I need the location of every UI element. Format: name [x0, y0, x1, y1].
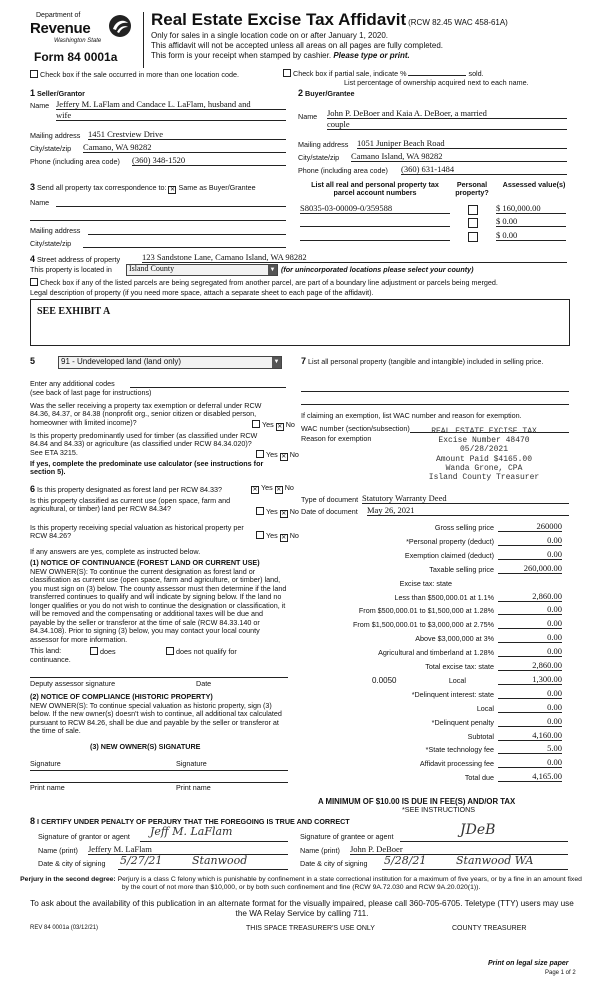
- new-owner-name-line: [30, 782, 288, 783]
- s3-name-label: Name: [30, 198, 50, 207]
- header-note-2: This affidavit will not be accepted unless all areas on all pages are fully completed.: [151, 41, 444, 50]
- forest-question-row: 6 Is this property designated as forest land per RCW 84.33?: [30, 484, 222, 494]
- swoosh-logo-icon: [108, 14, 132, 38]
- additional-codes-field[interactable]: [130, 378, 286, 388]
- form-title-ref: (RCW 82.45 WAC 458-61A): [408, 18, 508, 27]
- new-owner-sig-label-1: Signature: [30, 759, 61, 768]
- land-use-select[interactable]: [58, 356, 282, 369]
- segregated-row: Check box if any of the listed parcels are being segregated from another parcel, are part of a boundary line adjustment or parcels being merged.: [30, 278, 498, 287]
- header-note-3: This form is your receipt when stamped by cashier.: [151, 51, 332, 60]
- buyer-city-label: City/state/zip: [298, 153, 340, 162]
- seller-name-line1[interactable]: Jeffery M. LaFlam and Candace L. LaFlam, husband and: [56, 99, 286, 110]
- minimum-due-note: A MINIMUM OF $10.00 IS DUE IN FEE(S) AND/OR TAX: [318, 797, 516, 806]
- new-owner-sig-label-2: Signature: [176, 759, 207, 768]
- grantor-sig-label: Signature of grantor or agent: [38, 832, 130, 841]
- grantee-date-field[interactable]: 5/28/21: [384, 854, 427, 867]
- timber-yes-checkbox[interactable]: [256, 450, 264, 458]
- tax-row-label: Local: [476, 703, 494, 713]
- page-number: Page 1 of 2: [545, 970, 576, 976]
- tax-row-label: Agricultural and timberland at 1.28%: [378, 648, 494, 658]
- header-divider: [143, 12, 144, 68]
- forest-yes-no: ✕ Yes ✕ No: [251, 484, 294, 494]
- doc-date-label: Date of document: [301, 507, 358, 516]
- seller-mailing-label: Mailing address: [30, 131, 81, 140]
- same-as-buyer-checkbox[interactable]: [168, 186, 176, 194]
- grantee-signature: JDeB: [460, 822, 496, 838]
- partial-sale-sold: sold.: [468, 69, 484, 78]
- grantor-signature: Jeff M. LaFlam: [150, 825, 233, 838]
- seller-heading: 1 Seller/Grantor: [30, 88, 85, 98]
- s3-city-field[interactable]: [83, 238, 286, 248]
- buyer-name-label: Name: [298, 112, 318, 121]
- forest-no-checkbox[interactable]: [275, 486, 283, 494]
- wac-number-label: WAC number (section/subsection): [301, 424, 410, 433]
- doc-date-field[interactable]: May 26, 2021: [367, 505, 569, 516]
- tax-row-value[interactable]: 2,860.00: [498, 591, 562, 602]
- tax-row-value[interactable]: 0.00: [498, 604, 562, 615]
- notice1-title: (1) NOTICE OF CONTINUANCE (FOREST LAND OR CURRENT USE): [30, 558, 260, 567]
- tax-row-value[interactable]: 0.00: [498, 549, 562, 560]
- stamp-line-1: REAL ESTATE EXCISE TAX: [431, 427, 537, 436]
- buyer-mailing-field[interactable]: 1051 Juniper Beach Road: [357, 138, 567, 149]
- personal-property-field[interactable]: [301, 382, 569, 392]
- grantor-sig-line: [140, 841, 288, 842]
- tax-row-label: *Delinquent interest: state: [411, 689, 494, 699]
- timber-note: If yes, complete the predominate use calculator (see instructions for section 5).: [30, 459, 264, 477]
- grantee-sig-label: Signature of grantee or agent: [300, 832, 394, 841]
- legal-description-box[interactable]: [30, 299, 570, 346]
- personal-property-checkbox-1[interactable]: [468, 205, 478, 215]
- buyer-mailing-label: Mailing address: [298, 140, 349, 149]
- s3-mailing-label: Mailing address: [30, 226, 81, 235]
- tax-row-value[interactable]: 0.00: [498, 646, 562, 657]
- claim-exemption-label: If claiming an exemption, list WAC number and reason for exemption.: [301, 411, 522, 420]
- buyer-phone-field[interactable]: (360) 631-1484: [401, 164, 567, 175]
- tax-row-label: Above $3,000,000 at 3%: [415, 634, 494, 644]
- additional-codes-label: Enter any additional codes: [30, 379, 115, 388]
- tax-row-value[interactable]: 0.00: [498, 688, 562, 699]
- print-name-label-1: Print name: [30, 783, 65, 792]
- does-qualify-checkbox[interactable]: [90, 647, 98, 655]
- tax-row-label: From $1,500,000.01 to $3,000,000 at 2.75%: [352, 620, 494, 630]
- list-percentage-note: List percentage of ownership acquired next to each name.: [344, 78, 529, 87]
- tax-row-value[interactable]: 0.00: [498, 702, 562, 713]
- exemption-question: Was the seller receiving a property tax exemption or deferral under RCW 84.36, 84.37, or 84.38 (nonprofit org., senior citizen or disabled person, homeowner with limited income)?: [30, 401, 262, 427]
- does-not-row: does not qualify for: [166, 647, 237, 656]
- grantee-city-field[interactable]: Stanwood WA: [456, 854, 534, 867]
- logo-revenue: Revenue: [30, 20, 91, 37]
- legal-size-note: Print on legal size paper: [488, 960, 569, 967]
- dor-logo: [30, 12, 134, 46]
- partial-sale-label: Check box if partial sale, indicate %: [293, 69, 407, 78]
- seller-city-field[interactable]: Camano, WA 98282: [83, 142, 286, 153]
- tax-row-value[interactable]: 0.00: [498, 757, 562, 768]
- parcel-number-2[interactable]: [300, 216, 450, 227]
- current-use-yes-no: Yes ✕ No: [256, 507, 299, 518]
- located-in-label: This property is located in: [30, 265, 112, 274]
- logo-washington: Washington State: [54, 38, 102, 44]
- grantor-date-label: Date & city of signing: [38, 859, 106, 868]
- legal-description-text: SEE EXHIBIT A: [37, 306, 111, 317]
- doc-type-label: Type of document: [301, 495, 359, 504]
- located-note: (for unincorporated locations please select your county): [281, 265, 474, 274]
- this-land-label: This land:: [30, 646, 62, 655]
- grantor-print-label: Name (print): [38, 846, 78, 855]
- county-select[interactable]: [126, 264, 278, 276]
- stamp-line-2: Excise Number 48470: [438, 436, 530, 446]
- current-use-question: Is this property classified as current use (open space, farm and agricultural, or timber) land per RCW 84.34?: [30, 496, 231, 514]
- tax-row-label: From $500,000.01 to $1,500,000 at 1.28%: [358, 606, 494, 616]
- tax-row-label: Taxable selling price: [429, 564, 494, 574]
- see-instructions-note: *SEE INSTRUCTIONS: [402, 805, 476, 814]
- local-tax-rate[interactable]: 0.0050: [372, 675, 397, 685]
- new-owner-sig-title: (3) NEW OWNER(S) SIGNATURE: [90, 742, 201, 751]
- treasurer-use-only: THIS SPACE TREASURER'S USE ONLY: [246, 925, 375, 932]
- timber-question: Is this property predominantly used for timber (as classified under RCW 84.84 and 84.33) or agriculture (as classified under RCW 84.34.020)? See ETA 3215.: [30, 431, 258, 457]
- tax-row-value[interactable]: 260000: [498, 521, 562, 532]
- tax-row-label: Total excise tax: state: [425, 662, 494, 671]
- tax-row-label: Local: [448, 675, 466, 685]
- section4-street-row: 4 Street address of property: [30, 254, 121, 264]
- assessed-value-3[interactable]: $ 0.00: [496, 230, 566, 241]
- tax-row-value[interactable]: 0.00: [498, 535, 562, 546]
- exemption-yes-checkbox[interactable]: [252, 420, 260, 428]
- header-note-3-italic: Please type or print.: [333, 51, 410, 60]
- grantee-print-label: Name (print): [300, 846, 340, 855]
- timber-no-checkbox[interactable]: [280, 453, 288, 461]
- seller-name-line2[interactable]: wife: [56, 110, 286, 121]
- seller-name-label: Name: [30, 101, 50, 110]
- grantor-city-field[interactable]: Stanwood: [192, 854, 248, 867]
- chevron-down-icon: ▼: [269, 267, 276, 273]
- does-row: does: [90, 647, 116, 656]
- personal-col-header: Personal property?: [455, 180, 489, 198]
- stamp-line-6: Island County Treasurer: [428, 472, 540, 482]
- new-owner-sig-line: [30, 770, 288, 771]
- exemption-no-checkbox[interactable]: [276, 423, 284, 431]
- notice1-text: NEW OWNER(S): To continue the current designation as forest land or classification as current use (open space, farm and agriculture, or timber) land, you must sign on (3) below. The county assessor must then determine if the land transferred continues to qualify and will indicate by signing below. If the land no longer qualifies or you do not wish to continue the designation or classification, it will be removed and the compensating or additional taxes will be due and payable by the seller or transferor at the time of sale (RCW 84.33.140 or 84.34.108). Prior to signing (3) below, you may contact your local county assessor for more information.: [30, 567, 287, 644]
- property-street-field[interactable]: 123 Sandstone Lane, Camano Island, WA 98282: [142, 252, 567, 263]
- tax-row-value[interactable]: 0.00: [498, 632, 562, 643]
- legal-description-label: Legal description of property (if you need more space, attach a separate sheet to each page of the affidavit).: [30, 288, 374, 297]
- logo-department: Department of: [36, 12, 81, 19]
- seller-city-label: City/state/zip: [30, 144, 72, 153]
- timber-yes-no: Yes ✕ No: [256, 450, 299, 461]
- s3-mailing-field[interactable]: [88, 225, 286, 235]
- rev-number: REV 84 0001a (03/12/21): [30, 925, 99, 931]
- grantee-date-label: Date & city of signing: [300, 859, 368, 868]
- section5-num: 5: [30, 356, 36, 366]
- segregated-checkbox[interactable]: [30, 278, 38, 286]
- s3-city-label: City/state/zip: [30, 239, 72, 248]
- grantee-print-field[interactable]: John P. DeBoer: [350, 844, 568, 855]
- deputy-date-label: Date: [196, 679, 212, 688]
- historical-yes-no: Yes ✕ No: [256, 531, 299, 542]
- assessed-value-2[interactable]: $ 0.00: [496, 216, 566, 227]
- personal-property-field-2[interactable]: [301, 395, 569, 405]
- personal-property-checkbox-2[interactable]: [468, 218, 478, 228]
- parcel-number-3[interactable]: [300, 230, 450, 241]
- buyer-heading: 2 Buyer/Grantee: [298, 88, 355, 98]
- form-title: Real Estate Excise Tax Affidavit: [151, 10, 407, 29]
- land-use-select-value: 91 - Undeveloped land (land only): [61, 357, 182, 366]
- tax-row-value[interactable]: 4,160.00: [498, 730, 562, 741]
- chevron-down-icon: ▼: [272, 357, 281, 368]
- tax-row-label: Affidavit processing fee: [419, 759, 494, 769]
- alt-format-notice: To ask about the availability of this publication in an alternate format for the visually impaired, please call 360-705-6705. Teletype (TTY) users may use the WA Relay Service by calling 711.: [30, 899, 574, 918]
- notice2-text: NEW OWNER(S): To continue special valuation as historic property, sign (3) below. If the new owner(s) doesn't wish to continue, all additional tax calculated pursuant to RCW 84.26, shall be due and payable by the seller or transferor at the time of sale.: [30, 701, 282, 736]
- multi-location-row: [30, 70, 239, 79]
- tax-row-value[interactable]: 2,860.00: [498, 660, 562, 671]
- county-select-value: Island County: [129, 264, 175, 273]
- reason-label: Reason for exemption: [301, 434, 372, 443]
- deputy-sig-label: Deputy assessor signature: [30, 679, 116, 688]
- perjury-notice: Perjury in the second degree: Perjury is a class C felony which is punishable by confinement in a state correctional institution for a maximum of five years, or by a fine in an amount fixed by the court of not more than $10,000, or by both such confinement and fine (RCW 9A.72.030 and RCW 9A.20.020(1)).: [20, 876, 582, 892]
- tax-row-label: *Delinquent penalty: [431, 717, 494, 727]
- buyer-name-line2[interactable]: couple: [327, 119, 567, 130]
- parcel-number-1[interactable]: S8035-03-00009-0/359588: [300, 203, 450, 214]
- partial-sale-checkbox[interactable]: [283, 69, 291, 77]
- print-name-label-2: Print name: [176, 783, 211, 792]
- grantor-date-line: [118, 869, 288, 870]
- tax-row-value[interactable]: 1,300.00: [498, 674, 562, 685]
- grantor-date-field[interactable]: 5/27/21: [120, 854, 163, 867]
- tax-row-value[interactable]: 4,165.00: [498, 771, 562, 782]
- tax-row-value[interactable]: 5.00: [498, 743, 562, 754]
- grantee-date-line: [382, 869, 568, 870]
- section3-row: 3 Send all property tax correspondence to: ✕ Same as Buyer/Grantee: [30, 182, 256, 194]
- doc-type-field[interactable]: Statutory Warranty Deed: [362, 493, 569, 504]
- continuance-label: continuance.: [30, 655, 71, 664]
- tax-row-value[interactable]: 260,000.00: [498, 563, 562, 574]
- county-treasurer-label: COUNTY TREASURER: [452, 925, 527, 932]
- tax-row-label: *Personal property (deduct): [406, 536, 494, 546]
- assessed-value-1[interactable]: $ 160,000.00: [496, 203, 566, 214]
- header-note-1: Only for sales in a single location code on or after January 1, 2020.: [151, 31, 389, 40]
- buyer-city-field[interactable]: Camano Island, WA 98282: [351, 151, 567, 162]
- buyer-name-line1[interactable]: John P. DeBoer and Kaia A. DeBoer, a married: [327, 108, 567, 119]
- assessed-col-header: Assessed value(s): [502, 180, 566, 189]
- stamp-line-4: Amount Paid $4165.00: [435, 454, 532, 464]
- grantor-print-field[interactable]: Jeffery M. LaFlam: [88, 844, 288, 855]
- tax-row-label: *State technology fee: [425, 745, 494, 755]
- parcel-col-header: List all real and personal property tax parcel account numbers: [311, 180, 439, 198]
- personal-property-checkbox-3[interactable]: [468, 232, 478, 242]
- form-title-row: [151, 10, 581, 30]
- tax-row-label: Total due: [464, 773, 494, 783]
- buyer-phone-label: Phone (including area code): [298, 166, 388, 175]
- tax-row-label: Excise tax: state: [399, 578, 452, 588]
- does-not-qualify-checkbox[interactable]: [166, 647, 174, 655]
- stamp-line-3: 05/28/2021: [459, 445, 508, 455]
- current-use-yes-checkbox[interactable]: [256, 507, 264, 515]
- historical-yes-checkbox[interactable]: [256, 531, 264, 539]
- historical-no-checkbox[interactable]: [280, 534, 288, 542]
- partial-sale-percent-field[interactable]: [408, 75, 466, 76]
- seller-phone-label: Phone (including area code): [30, 157, 120, 166]
- multi-location-label: Check box if the sale occurred in more than one location code.: [40, 70, 239, 79]
- exemption-yes-no: Yes ✕ No: [252, 420, 295, 431]
- notice2-title: (2) NOTICE OF COMPLIANCE (HISTORIC PROPERTY): [30, 692, 213, 701]
- tax-row-label: Less than $500,000.01 at 1.1%: [394, 592, 494, 602]
- grantee-sig-line: [400, 841, 568, 842]
- tax-row-label: Exemption claimed (deduct): [404, 550, 494, 560]
- certify-row: 8 I CERTIFY UNDER PENALTY OF PERJURY THAT THE FOREGOING IS TRUE AND CORRECT: [30, 816, 350, 826]
- stamp-line-5: Wanda Grone, CPA: [445, 463, 523, 473]
- tax-row-value[interactable]: 0.00: [498, 716, 562, 727]
- form-number: Form 84 0001a: [34, 50, 118, 64]
- seller-phone-field[interactable]: (360) 348-1520: [132, 155, 286, 166]
- historical-question: Is this property receiving special valuation as historical property per RCW 84.26?: [30, 523, 244, 541]
- tax-row-label: Gross selling price: [434, 523, 494, 532]
- section7-row: 7 List all personal property (tangible and intangible) included in selling price.: [301, 356, 544, 366]
- if-yes-note: If any answers are yes, complete as instructed below.: [30, 547, 201, 556]
- forest-yes-checkbox[interactable]: [251, 486, 259, 494]
- deputy-sig-line: [30, 677, 288, 678]
- current-use-no-checkbox[interactable]: [280, 510, 288, 518]
- additional-codes-note: (see back of last page for instructions): [30, 388, 152, 397]
- s3-name-field-2[interactable]: [30, 211, 286, 221]
- tax-row-value[interactable]: 0.00: [498, 618, 562, 629]
- seller-mailing-field[interactable]: 1451 Crestview Drive: [88, 129, 286, 140]
- header-note-3-row: [151, 51, 410, 60]
- treasurer-stamp: [402, 427, 566, 482]
- tax-row-label: Subtotal: [467, 731, 494, 741]
- multi-location-checkbox[interactable]: [30, 70, 38, 78]
- s3-name-field[interactable]: [56, 197, 286, 207]
